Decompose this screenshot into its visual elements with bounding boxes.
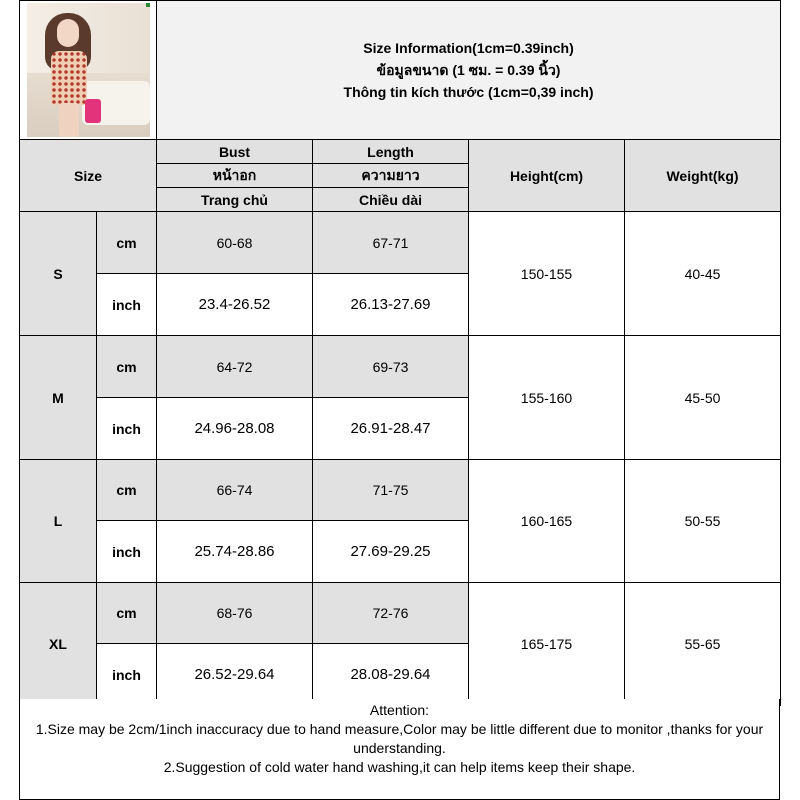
unit-inch-label: inch bbox=[97, 521, 157, 583]
attention-heading: Attention: bbox=[369, 702, 430, 718]
size-row-cm bbox=[20, 212, 781, 274]
bust-inch-value: 24.96-28.08 bbox=[157, 398, 313, 460]
length-cm-value: 72-76 bbox=[313, 583, 469, 644]
size-row-cm bbox=[20, 583, 781, 644]
bust-cm-value: 68-76 bbox=[157, 583, 313, 644]
title-vietnamese: Thông tin kích thước (1cm=0,39 inch) bbox=[343, 84, 594, 100]
title-thai: ข้อมูลขนาด (1 ซม. = 0.39 นิ้ว) bbox=[376, 62, 561, 78]
bust-inch-value: 25.74-28.86 bbox=[157, 521, 313, 583]
bust-cm-value: 60-68 bbox=[157, 212, 313, 274]
height-value: 155-160 bbox=[469, 336, 625, 460]
unit-inch-label: inch bbox=[97, 274, 157, 336]
length-inch-value: 28.08-29.64 bbox=[313, 644, 469, 706]
length-header-vi: Chiều dài bbox=[313, 188, 469, 212]
length-cm-value: 71-75 bbox=[313, 460, 469, 521]
size-column-header: Size bbox=[20, 140, 157, 212]
attention-line-2: 2.Suggestion of cold water hand washing,it can help items keep their shape. bbox=[163, 759, 636, 775]
size-chart bbox=[19, 0, 780, 800]
unit-cm-label: cm bbox=[97, 336, 157, 398]
attention-line-1: 1.Size may be 2cm/1inch inaccuracy due to hand measure,Color may be little different due to monitor ,thanks for your understanding. bbox=[35, 721, 764, 756]
weight-value: 40-45 bbox=[625, 212, 781, 336]
unit-cm-label: cm bbox=[97, 460, 157, 521]
bust-cm-value: 66-74 bbox=[157, 460, 313, 521]
weight-value: 50-55 bbox=[625, 460, 781, 583]
unit-inch-label: inch bbox=[97, 644, 157, 706]
size-label: S bbox=[20, 212, 97, 336]
bust-inch-value: 23.4-26.52 bbox=[157, 274, 313, 336]
bust-header-en: Bust bbox=[157, 140, 313, 164]
length-inch-value: 27.69-29.25 bbox=[313, 521, 469, 583]
size-row-cm bbox=[20, 460, 781, 521]
bust-header-th: หน้าอก bbox=[157, 164, 313, 188]
attention-note bbox=[19, 699, 780, 800]
product-photo bbox=[27, 3, 150, 137]
size-row-cm bbox=[20, 336, 781, 398]
length-header-en: Length bbox=[313, 140, 469, 164]
height-value: 165-175 bbox=[469, 583, 625, 706]
unit-cm-label: cm bbox=[97, 212, 157, 274]
weight-header: Weight(kg) bbox=[625, 140, 781, 212]
length-inch-value: 26.13-27.69 bbox=[313, 274, 469, 336]
length-cm-value: 67-71 bbox=[313, 212, 469, 274]
unit-cm-label: cm bbox=[97, 583, 157, 644]
bust-cm-value: 64-72 bbox=[157, 336, 313, 398]
weight-value: 45-50 bbox=[625, 336, 781, 460]
length-cm-value: 69-73 bbox=[313, 336, 469, 398]
bust-header-vi: Trang chủ bbox=[157, 188, 313, 212]
size-label: XL bbox=[20, 583, 97, 706]
size-label: L bbox=[20, 460, 97, 583]
height-value: 150-155 bbox=[469, 212, 625, 336]
size-label: M bbox=[20, 336, 97, 460]
length-inch-value: 26.91-28.47 bbox=[313, 398, 469, 460]
height-header: Height(cm) bbox=[469, 140, 625, 212]
unit-inch-label: inch bbox=[97, 398, 157, 460]
weight-value: 55-65 bbox=[625, 583, 781, 706]
size-table bbox=[19, 0, 781, 706]
title-english: Size Information(1cm=0.39inch) bbox=[363, 40, 574, 56]
product-photo-cell bbox=[20, 1, 157, 140]
size-info-title bbox=[157, 1, 781, 140]
bust-inch-value: 26.52-29.64 bbox=[157, 644, 313, 706]
height-value: 160-165 bbox=[469, 460, 625, 583]
length-header-th: ความยาว bbox=[313, 164, 469, 188]
